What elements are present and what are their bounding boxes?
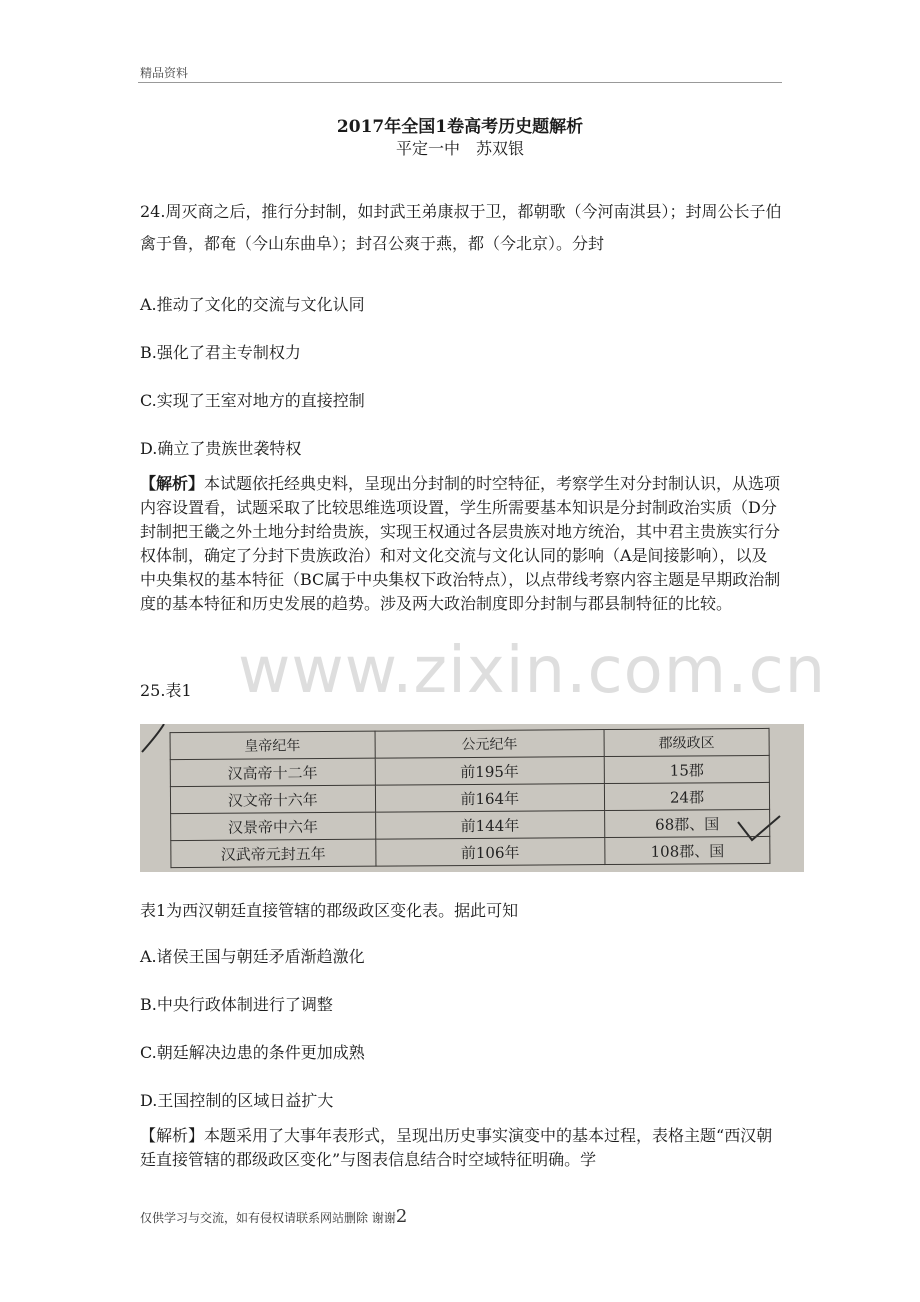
table-cell: 24郡 (604, 782, 769, 810)
header-label: 精品资料 (140, 66, 189, 80)
q25-table (170, 728, 771, 868)
table-row (170, 755, 769, 786)
table-cell: 68郡、国 (605, 809, 770, 837)
table-row (171, 809, 770, 840)
table-cell: 汉高帝十二年 (170, 758, 375, 786)
table-header-row (170, 728, 769, 759)
table-row (171, 836, 770, 867)
q25-analysis-text: 本题采用了大事年表形式，呈现出历史事实演变中的基本过程，表格主题“西汉朝廷直接管辖的郡级政区变化”与图表信息结合时空域特征明确。学 (140, 1126, 773, 1169)
pen-stroke-mark (142, 724, 164, 752)
q25-analysis (140, 1124, 782, 1172)
q24-analysis (140, 472, 782, 616)
table-cell: 前144年 (375, 811, 605, 840)
q25-option-a: A.诸侯王国与朝廷矛盾渐趋激化 (140, 947, 365, 966)
q25-option-c: C.朝廷解决边患的条件更加成熟 (140, 1043, 365, 1062)
table-cell: 15郡 (604, 755, 769, 783)
document-author: 平定一中 苏双银 (395, 139, 524, 158)
document-title: 2017年全国1卷高考历史题解析 (336, 117, 584, 137)
q24-option-a: A.推动了文化的交流与文化认同 (140, 295, 365, 314)
table-cell: 汉武帝元封五年 (171, 839, 376, 867)
scanned-table-image (140, 724, 804, 872)
q24-option-d: D.确立了贵族世袭特权 (140, 439, 302, 458)
table-cell: 前195年 (375, 757, 605, 786)
q24-option-b: B.强化了君主专制权力 (140, 343, 301, 362)
q24-option-c: C.实现了王室对地方的直接控制 (140, 391, 365, 410)
q24-analysis-label: 【解析】 (140, 474, 205, 493)
page-number: 2 (395, 1206, 408, 1227)
header-divider (138, 82, 782, 83)
table-cell: 前164年 (375, 784, 605, 813)
footer (140, 1206, 407, 1227)
table-row (170, 782, 769, 813)
q25-option-d: D.王国控制的区域日益扩大 (140, 1091, 334, 1110)
table-cell: 汉景帝中六年 (171, 812, 376, 840)
table-cell: 108郡、国 (605, 836, 770, 864)
q25-analysis-label: 【解析】 (140, 1126, 205, 1145)
q25-label: 25.表1 (140, 681, 192, 700)
q25-stem: 表1为西汉朝廷直接管辖的郡级政区变化表。据此可知 (140, 901, 519, 920)
q24-stem: 24.周灭商之后，推行分封制，如封武王弟康叔于卫，都朝歌（今河南淇县）；封周公长子伯禽于鲁，都奄（今山东曲阜）；封召公爽于燕，都（今北京）。分封 (140, 202, 782, 253)
table-cell: 前106年 (375, 838, 605, 867)
q25-option-b: B.中央行政体制进行了调整 (140, 995, 333, 1014)
table-header-cell: 郡级政区 (604, 728, 769, 756)
table-header-cell: 皇帝纪年 (170, 731, 375, 759)
watermark: www.zixin.com.cn (238, 634, 827, 708)
table-header-cell: 公元纪年 (375, 730, 605, 759)
q24-analysis-text: 本试题依托经典史料，呈现出分封制的时空特征，考察学生对分封制认识，从选项内容设置看，试题采取了比较思维选项设置，学生所需要基本知识是分封制政治实质（D分封制把王畿之外土地分封给贵族，实现王权通过各层贵族对地方统治，其中君主贵族实行分权体制，确定了分封下贵族政治）和对文化交流与文化认同的影响（A是间接影响），以及中央集权的基本特征（BC属于中央集权下政治特点），以点带线考察内容主题是早期政治制度的基本特征和历史发展的趋势。涉及两大政治制度即分封制与郡县制特征的比较。 (140, 474, 781, 613)
footer-text: 仅供学习与交流，如有侵权请联系网站删除 谢谢 (140, 1211, 396, 1225)
table-cell: 汉文帝十六年 (170, 785, 375, 813)
